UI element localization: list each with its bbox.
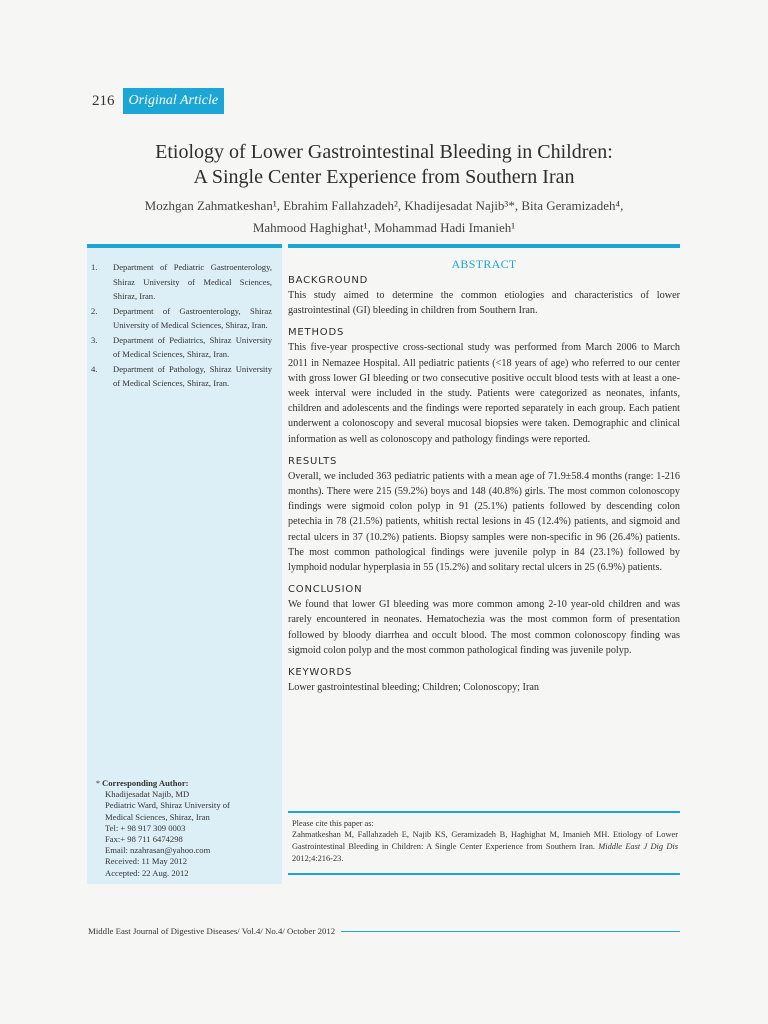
affiliation-item bbox=[91, 304, 272, 333]
sidebar bbox=[87, 244, 282, 884]
conclusion-heading: CONCLUSION bbox=[288, 584, 363, 596]
title-line-2: A Single Center Experience from Southern Iran bbox=[193, 166, 575, 188]
corresponding-address-2: Medical Sciences, Shiraz, Iran bbox=[105, 811, 210, 822]
corresponding-author-block bbox=[96, 778, 276, 879]
corresponding-author-label: Corresponding Author: bbox=[102, 778, 189, 788]
citation-heading: Please cite this paper as: bbox=[292, 819, 374, 828]
citation-box bbox=[288, 811, 680, 875]
abstract-section bbox=[288, 244, 680, 695]
conclusion-text: We found that lower GI bleeding was more common among 2-10 year-old children and was rarely encountered in neonates. Hematochezia was the most common form of presentation followed by bloody diarrhea and occult blood. The most common colonoscopy finding was sigmoid colon polyp and the most common pathological finding was juvenile polyp. bbox=[288, 599, 680, 656]
authors-line-2: Mahmood Haghighat¹, Mohammad Hadi Imanieh¹ bbox=[252, 220, 516, 235]
affiliation-number: 2. bbox=[91, 305, 98, 316]
keywords-text: Lower gastrointestinal bleeding; Children; Colonoscopy; Iran bbox=[288, 682, 539, 694]
affiliation-list bbox=[87, 248, 282, 391]
corresponding-tel: Tel: + 98 917 309 0003 bbox=[105, 822, 186, 833]
authors-line-1: Mozhgan Zahmatkeshan¹, Ebrahim Fallahzadeh², Khadijesadat Najib³*, Bita Geramizadeh⁴, bbox=[144, 198, 624, 213]
affiliation-number: 1. bbox=[91, 262, 98, 272]
affiliation-item bbox=[91, 333, 272, 362]
received-date: Received: 11 May 2012 bbox=[105, 856, 188, 867]
background-text: This study aimed to determine the common etiologies and characteristics of lower gastrointestinal (GI) bleeding in children from Southern Iran. bbox=[288, 290, 680, 317]
page-footer bbox=[88, 926, 680, 936]
corresponding-marker: * bbox=[96, 779, 100, 788]
affiliation-number: 3. bbox=[91, 334, 98, 345]
affiliation-item bbox=[91, 260, 272, 304]
abstract-title: ABSTRACT bbox=[451, 257, 517, 271]
background-heading: BACKGROUND bbox=[288, 275, 369, 286]
corresponding-email: Email: nzahrasan@yahoo.com bbox=[105, 845, 211, 856]
affiliation-text: Department of Gastroenterology, Shiraz University of Medical Sciences, Shiraz, Iran. bbox=[113, 305, 272, 330]
affiliation-text: Department of Pathology, Shiraz University of Medical Sciences, Shiraz, Iran. bbox=[113, 363, 272, 388]
page-number: 216 bbox=[92, 92, 115, 109]
title-line-1: Etiology of Lower Gastrointestinal Bleeding in Children: bbox=[155, 141, 613, 163]
results-text: Overall, we included 363 pediatric patients with a mean age of 71.9±58.4 months (range: 1-216 months). There were 215 (59.2%) boys and 148 (40.8%) girls. The most common colonoscopy findings were sigmoid colon polyp in 91 (25.1%) patients followed by descending colon petechia in 78 (21.5%) patients, whitish rectal lesions in 45 (12.4%) patients, and sigmoid and rectal ulcers in 37 (10.2%) patients. Biopsy samples were non-specific in 96 (26.4%) patients. The most common pathological findings were juvenile polyp in 84 (23.1%) followed by lymphoid nodular hyperplasia in 55 (15.2%) and solitary rectal ulcers in 25 (6.9%) patients. bbox=[288, 470, 680, 574]
affiliation-item bbox=[91, 362, 272, 391]
footer-divider bbox=[341, 931, 680, 932]
corresponding-name: Khadijesadat Najib, MD bbox=[105, 789, 190, 800]
corresponding-fax: Fax:+ 98 711 6474298 bbox=[105, 834, 183, 845]
citation-text bbox=[292, 829, 678, 865]
journal-footer-text: Middle East Journal of Digestive Diseases/ Vol.4/ No.4/ October 2012 bbox=[88, 926, 336, 936]
affiliation-text: Department of Pediatric Gastroenterology, Shiraz University of Medical Sciences, Shiraz, Iran. bbox=[113, 262, 272, 301]
page-header bbox=[92, 88, 224, 114]
accepted-date: Accepted: 22 Aug. 2012 bbox=[105, 867, 189, 878]
methods-heading: METHODS bbox=[288, 327, 345, 339]
citation-reference: Zahmatkeshan M, Fallahzadeh E, Najib KS, Geramizadeh B, Haghighat M, Imanieh MH. Etiology of Lower Gastrointestinal Bleeding in Children: A Single Center Experience from Southern Iran. bbox=[292, 830, 678, 851]
article-type-badge: Original Article bbox=[123, 88, 225, 114]
methods-text: This five-year prospective cross-sectional study was performed from March 2006 to March 2011 in Nemazee Hospital. All pediatric patients (<18 years of age) who referred to our center with gross lower GI bleeding or two consecutive positive occult blood tests with at least a one-week interval were included in the study. Patients were categorized as neonates, infants, children and adolescents and the findings were reported separately in each group. Each patient underwent a colonoscopy and several mucosal biopsies were taken. Demographic and clinical information as well as colonoscopy and pathology findings were reported. bbox=[288, 342, 680, 445]
corresponding-address-1: Pediatric Ward, Shiraz University of bbox=[105, 800, 230, 811]
citation-journal: Middle East J Dig Dis bbox=[598, 842, 679, 851]
article-title bbox=[60, 140, 708, 190]
citation-volume: 2012;4:216-23. bbox=[292, 854, 344, 863]
keywords-heading: KEYWORDS bbox=[288, 667, 353, 679]
results-heading: RESULTS bbox=[288, 455, 338, 467]
affiliation-number: 4. bbox=[91, 363, 98, 374]
affiliation-text: Department of Pediatrics, Shiraz University of Medical Sciences, Shiraz, Iran. bbox=[113, 334, 272, 359]
author-list bbox=[80, 195, 688, 239]
